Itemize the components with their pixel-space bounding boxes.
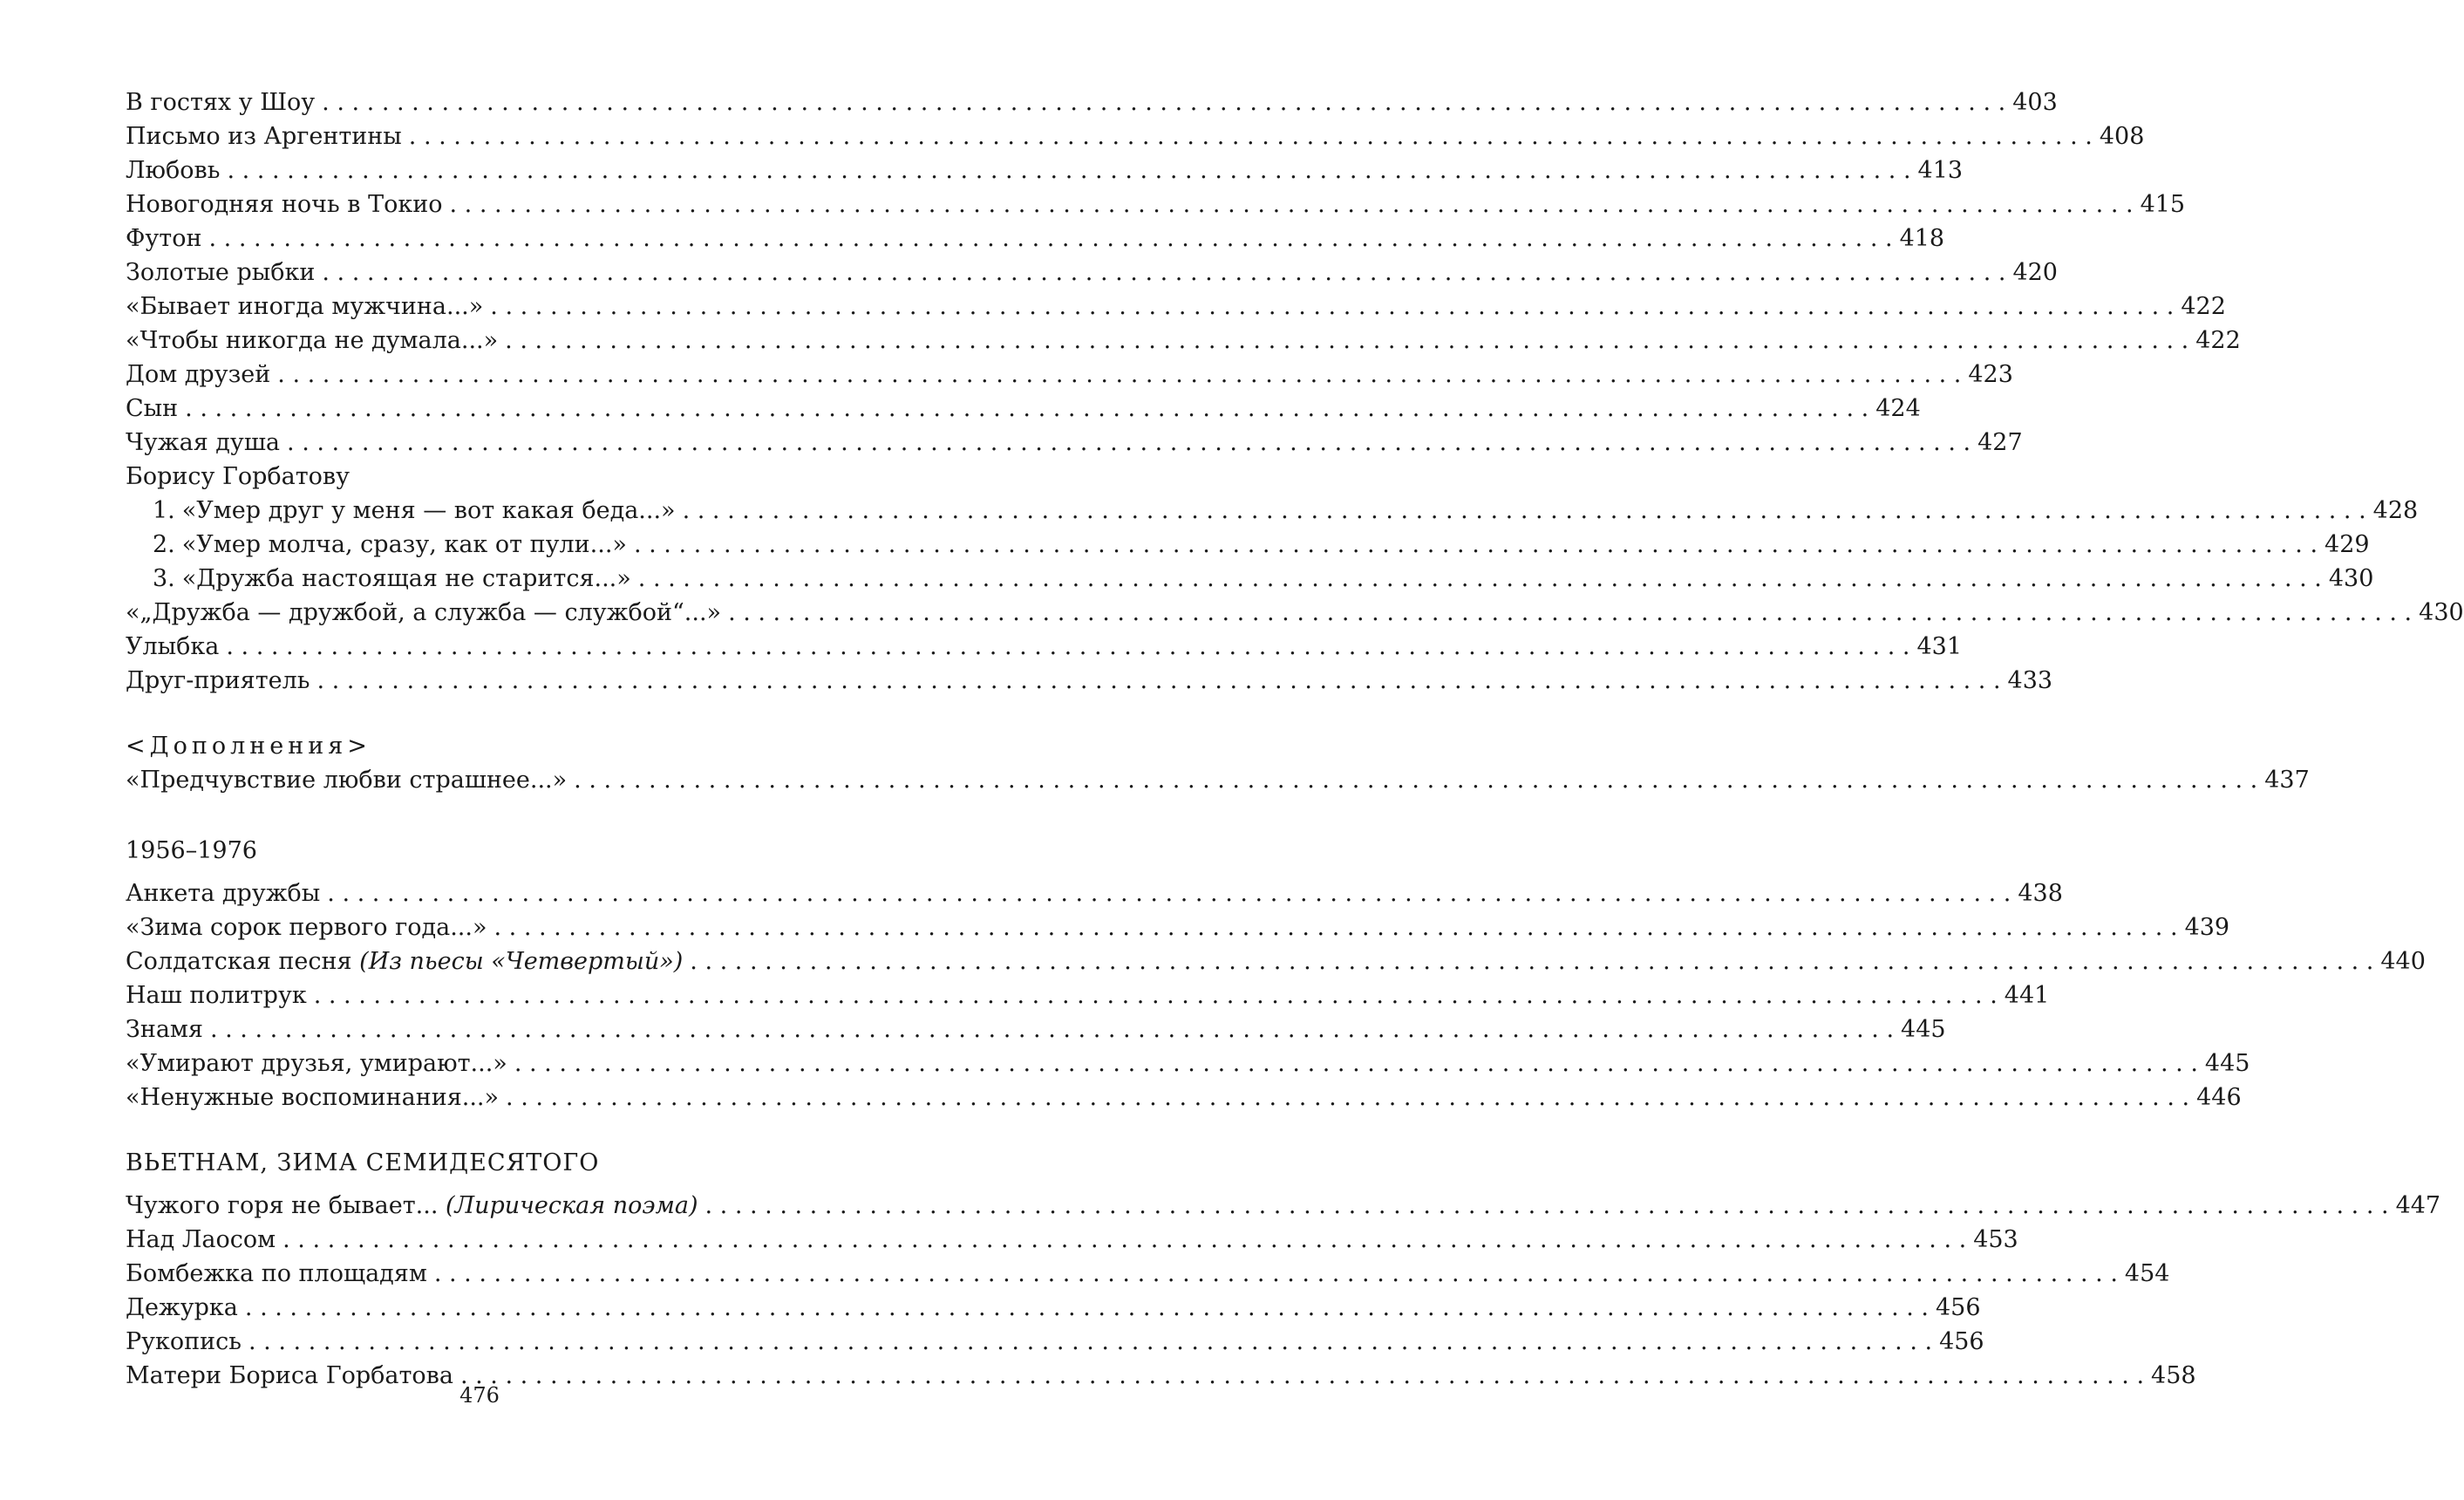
toc-entry-title: Матери Бориса Горбатова — [126, 1362, 453, 1389]
toc-entry — [126, 1325, 1984, 1359]
toc-entry-page: 423 — [1968, 361, 2013, 388]
toc-entry — [126, 256, 2058, 290]
toc-entry-page: 428 — [2372, 497, 2419, 524]
toc-entry-page: 420 — [2012, 259, 2058, 286]
dot-leader — [226, 630, 1909, 664]
toc-entry-page: 438 — [2018, 880, 2063, 907]
section-spacer — [126, 698, 847, 729]
toc-entry-title: Наш политрук — [126, 982, 307, 1009]
toc-entry — [126, 978, 2050, 1012]
dot-leader — [227, 153, 1910, 188]
dot-leader — [683, 494, 2366, 528]
toc-entry — [126, 1291, 1981, 1325]
toc-cycle-heading: Борису Горбатову — [126, 463, 351, 490]
toc-entry-title: Любовь — [126, 157, 221, 184]
section-spacer — [126, 1180, 847, 1189]
toc-entry-title: «Дружба настоящая не старится...» — [181, 565, 631, 592]
toc-entry — [126, 1047, 2250, 1081]
dot-leader — [638, 562, 2322, 596]
toc-entry-page: 424 — [1875, 395, 1921, 422]
toc-entry-number: 3. — [153, 565, 175, 592]
toc-subentry — [126, 562, 2374, 596]
toc-entry — [126, 763, 2310, 797]
toc-entry-page: 431 — [1916, 633, 1963, 660]
toc-entry — [126, 290, 2226, 324]
toc-entry-title — [126, 944, 683, 978]
toc-entry-title: Знамя — [126, 1016, 203, 1043]
toc-entry — [126, 910, 2230, 944]
toc-entry-page: 447 — [2395, 1192, 2441, 1219]
toc-entry-title: Сын — [126, 395, 179, 422]
toc-entry-page: 418 — [1899, 225, 1945, 252]
toc-entry-page: 413 — [1917, 157, 1964, 184]
toc-entry-title: «Чтобы никогда не думала...» — [126, 327, 499, 354]
dot-leader — [209, 222, 1893, 256]
dot-leader — [314, 978, 1998, 1012]
dot-leader — [287, 426, 1971, 460]
toc-entry-title: «Предчувствие любви страшнее...» — [126, 767, 568, 794]
section-spacer — [126, 797, 847, 834]
dot-leader — [277, 358, 1961, 392]
toc-entry-page: 430 — [2419, 599, 2464, 626]
toc-entry-page: 441 — [2004, 982, 2050, 1009]
toc-entry — [126, 630, 1963, 664]
dot-leader — [506, 1081, 2189, 1115]
dot-leader — [634, 528, 2318, 562]
toc-entry-page: 454 — [2124, 1260, 2170, 1287]
toc-entry-title: Футон — [126, 225, 202, 252]
dot-leader — [322, 256, 2005, 290]
dot-leader — [282, 1223, 1966, 1257]
toc-entry-title: «Умер молча, сразу, как от пули...» — [181, 531, 627, 558]
dot-leader — [245, 1291, 1929, 1325]
toc-entry-page: 422 — [2195, 327, 2241, 354]
dot-leader — [490, 290, 2174, 324]
toc-entry — [126, 85, 2058, 119]
toc-entry-number: 2. — [153, 531, 175, 558]
toc-entry-page: 446 — [2196, 1084, 2242, 1111]
toc-entry-title: «Ненужные воспоминания...» — [126, 1084, 500, 1111]
toc-entry-page: 415 — [2140, 191, 2186, 218]
dot-leader — [505, 324, 2188, 358]
dot-leader — [493, 910, 2177, 944]
toc-section-heading: <Дополнения> — [126, 733, 371, 760]
dot-leader — [434, 1257, 2118, 1291]
toc-entry-page: 445 — [2204, 1050, 2250, 1077]
toc-entry-title: «„Дружба — дружбой, а служба — службой“...» — [126, 599, 722, 626]
toc-subentry — [126, 528, 2370, 562]
toc-entry — [126, 664, 2053, 698]
dot-leader — [409, 119, 2093, 153]
toc-entry-page: 427 — [1977, 429, 2023, 456]
toc-entry-note: (Из пьесы «Четвертый») — [359, 948, 684, 975]
toc-entry-title: Бомбежка по площадям — [126, 1260, 427, 1287]
dot-leader — [322, 85, 2005, 119]
toc-entry-main-title: Солдатская песня — [126, 948, 352, 975]
toc-entry — [126, 1189, 2441, 1223]
toc-entry — [126, 1257, 2170, 1291]
toc-entry-page: 440 — [2380, 948, 2426, 975]
toc-entry-title: Над Лаосом — [126, 1226, 276, 1253]
toc-entry — [126, 392, 1921, 426]
toc-entry-title: Письмо из Аргентины — [126, 123, 402, 150]
toc-entry-main-title: Чужого горя не бывает... — [126, 1192, 439, 1219]
toc-entry — [126, 119, 2145, 153]
dot-leader — [450, 188, 2134, 222]
toc-entry-page: 437 — [2264, 767, 2310, 794]
toc-entry-title: Улыбка — [126, 633, 220, 660]
toc-entry-page: 403 — [2012, 89, 2058, 116]
toc-entry-title: «Бывает иногда мужчина...» — [126, 293, 484, 320]
dot-leader — [210, 1012, 1894, 1047]
dot-leader — [248, 1325, 1932, 1359]
table-of-contents — [126, 85, 2464, 1393]
toc-entry-title: Анкета дружбы — [126, 880, 321, 907]
toc-section-heading: ВЬЕТНАМ, ЗИМА СЕМИДЕСЯТОГО — [126, 1149, 600, 1176]
dot-leader — [317, 664, 2000, 698]
toc-entry-page: 445 — [1901, 1016, 1946, 1043]
toc-entry-note: (Лирическая поэма) — [446, 1192, 698, 1219]
toc-entry — [126, 944, 2426, 978]
toc-entry — [126, 358, 2013, 392]
toc-entry-page: 430 — [2328, 565, 2374, 592]
page-number: 476 — [459, 1383, 500, 1408]
dot-leader — [728, 596, 2412, 630]
toc-entry-page: 439 — [2184, 914, 2230, 941]
toc-entry-title: Чужая душа — [126, 429, 281, 456]
toc-entry-page: 429 — [2324, 531, 2370, 558]
toc-subentry — [126, 494, 2419, 528]
toc-entry-page: 433 — [2007, 667, 2053, 694]
toc-entry — [126, 426, 2023, 460]
toc-entry-title: «Умер друг у меня — вот какая беда...» — [181, 497, 676, 524]
toc-entry-title — [126, 1189, 698, 1223]
toc-entry-page: 458 — [2151, 1362, 2196, 1389]
toc-entry — [126, 222, 1945, 256]
toc-entry-title: «Умирают друзья, умирают...» — [126, 1050, 507, 1077]
toc-entry — [126, 324, 2241, 358]
toc-entry-title: Новогодняя ночь в Токио — [126, 191, 443, 218]
dot-leader — [185, 392, 1868, 426]
toc-entry-title: Друг-приятель — [126, 667, 310, 694]
toc-entry-title: В гостях у Шоу — [126, 89, 316, 116]
toc-entry-page: 408 — [2099, 123, 2145, 150]
toc-entry — [126, 1081, 2242, 1115]
toc-entry-page: 453 — [1973, 1226, 2018, 1253]
toc-entry — [126, 188, 2186, 222]
toc-entry — [126, 596, 2464, 630]
dot-leader — [514, 1047, 2198, 1081]
toc-entry-title: Рукопись — [126, 1328, 242, 1355]
toc-entry — [126, 153, 1964, 188]
section-spacer — [126, 1115, 847, 1146]
toc-entry-page: 456 — [1939, 1328, 1984, 1355]
toc-entry-title: Дом друзей — [126, 361, 271, 388]
toc-entry — [126, 1012, 1946, 1047]
dot-leader — [690, 944, 2373, 978]
toc-section-heading: 1956–1976 — [126, 837, 257, 864]
toc-entry-page: 456 — [1936, 1294, 1981, 1321]
dot-leader — [705, 1189, 2389, 1223]
toc-entry-page: 422 — [2181, 293, 2226, 320]
toc-entry-title: «Зима сорок первого года...» — [126, 914, 487, 941]
toc-entry-number: 1. — [153, 497, 175, 524]
toc-entry — [126, 1223, 2018, 1257]
toc-entry — [126, 876, 2063, 910]
dot-leader — [327, 876, 2011, 910]
section-spacer — [126, 868, 847, 876]
dot-leader — [574, 763, 2257, 797]
toc-entry-title: Золотые рыбки — [126, 259, 316, 286]
toc-entry-title: Дежурка — [126, 1294, 238, 1321]
